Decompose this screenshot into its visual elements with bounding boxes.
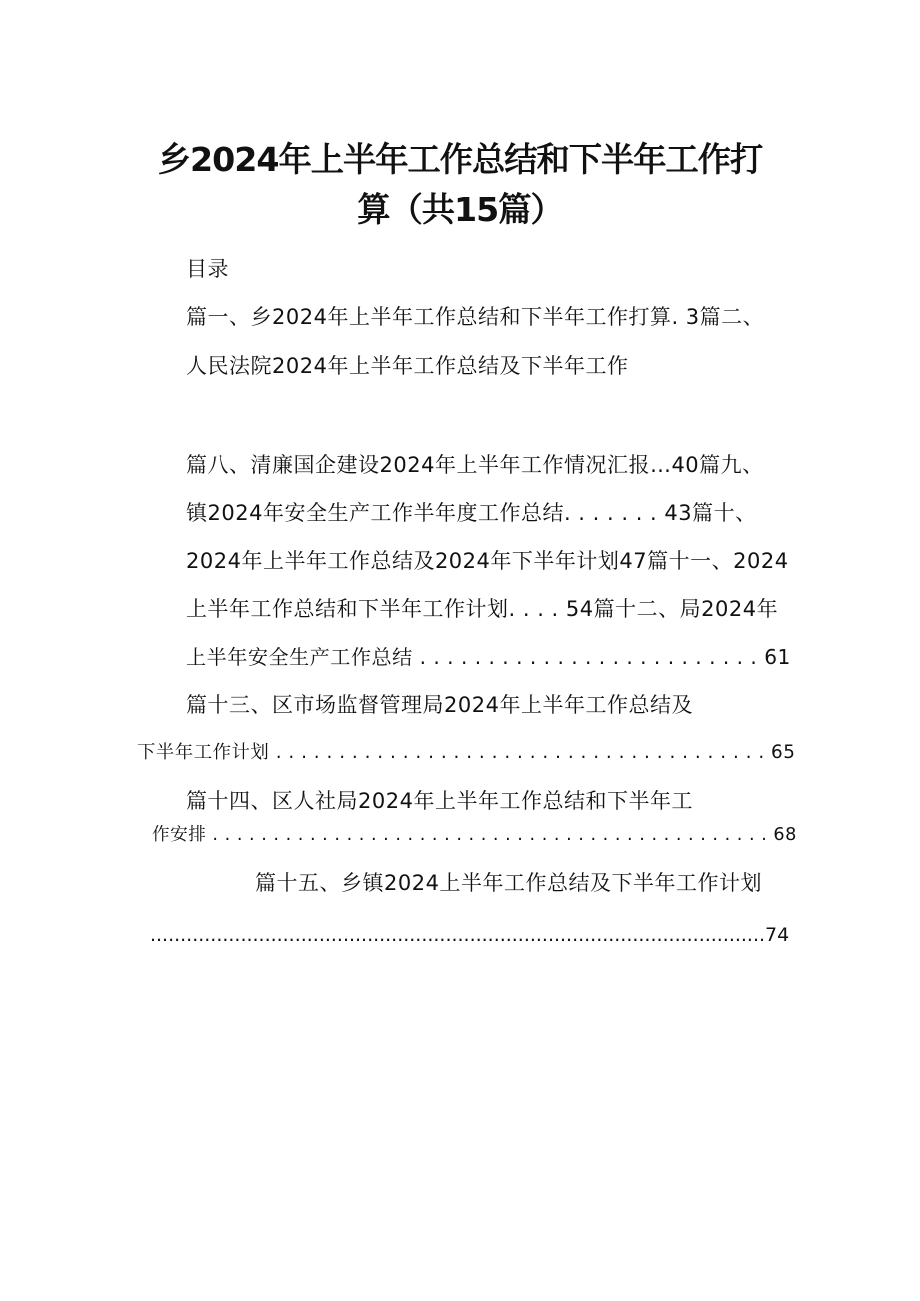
toc-line-4: 镇2024年安全生产工作半年度工作总结. . . . . . . 43篇十、 [186, 501, 757, 525]
toc-line-3: 篇八、清廉国企建设2024年上半年工作情况汇报…40篇九、 [186, 453, 764, 477]
toc-line-2: 人民法院2024年上半年工作总结及下半年工作 [186, 354, 629, 378]
toc-line-1: 篇一、乡2024年上半年工作总结和下半年工作打算. 3篇二、 [186, 305, 765, 329]
toc-line-11: 作安排 . . . . . . . . . . . . . . . . . . . . . . . . . . . . . . . . . . . . . . . . . . . . . . 68 [152, 825, 797, 845]
toc-line-12: 篇十五、乡镇2024上半年工作总结及下半年工作计划 [255, 871, 762, 895]
toc-heading: 目录 [186, 257, 229, 281]
document-title-line-1: 乡2024年上半年工作总结和下半年工作打 [157, 140, 763, 179]
toc-line-13: ......................................................................................................74 [150, 924, 790, 946]
toc-line-6: 上半年工作总结和下半年工作计划. . . . 54篇十二、局2024年 [186, 597, 779, 621]
toc-line-8: 篇十三、区市场监督管理局2024年上半年工作总结及 [186, 693, 693, 717]
document-title-line-2: 算（共15篇） [357, 190, 563, 229]
toc-line-7: 上半年安全生产工作总结 . . . . . . . . . . . . . . . . . . . . . . . . . 61 [186, 645, 791, 669]
toc-line-10: 篇十四、区人社局2024年上半年工作总结和下半年工 [186, 789, 693, 813]
toc-line-5: 2024年上半年工作总结及2024年下半年计划47篇十一、2024 [186, 549, 789, 573]
toc-line-9: 下半年工作计划 . . . . . . . . . . . . . . . . . . . . . . . . . . . . . . . . . . . . . . . 65 [137, 742, 796, 763]
